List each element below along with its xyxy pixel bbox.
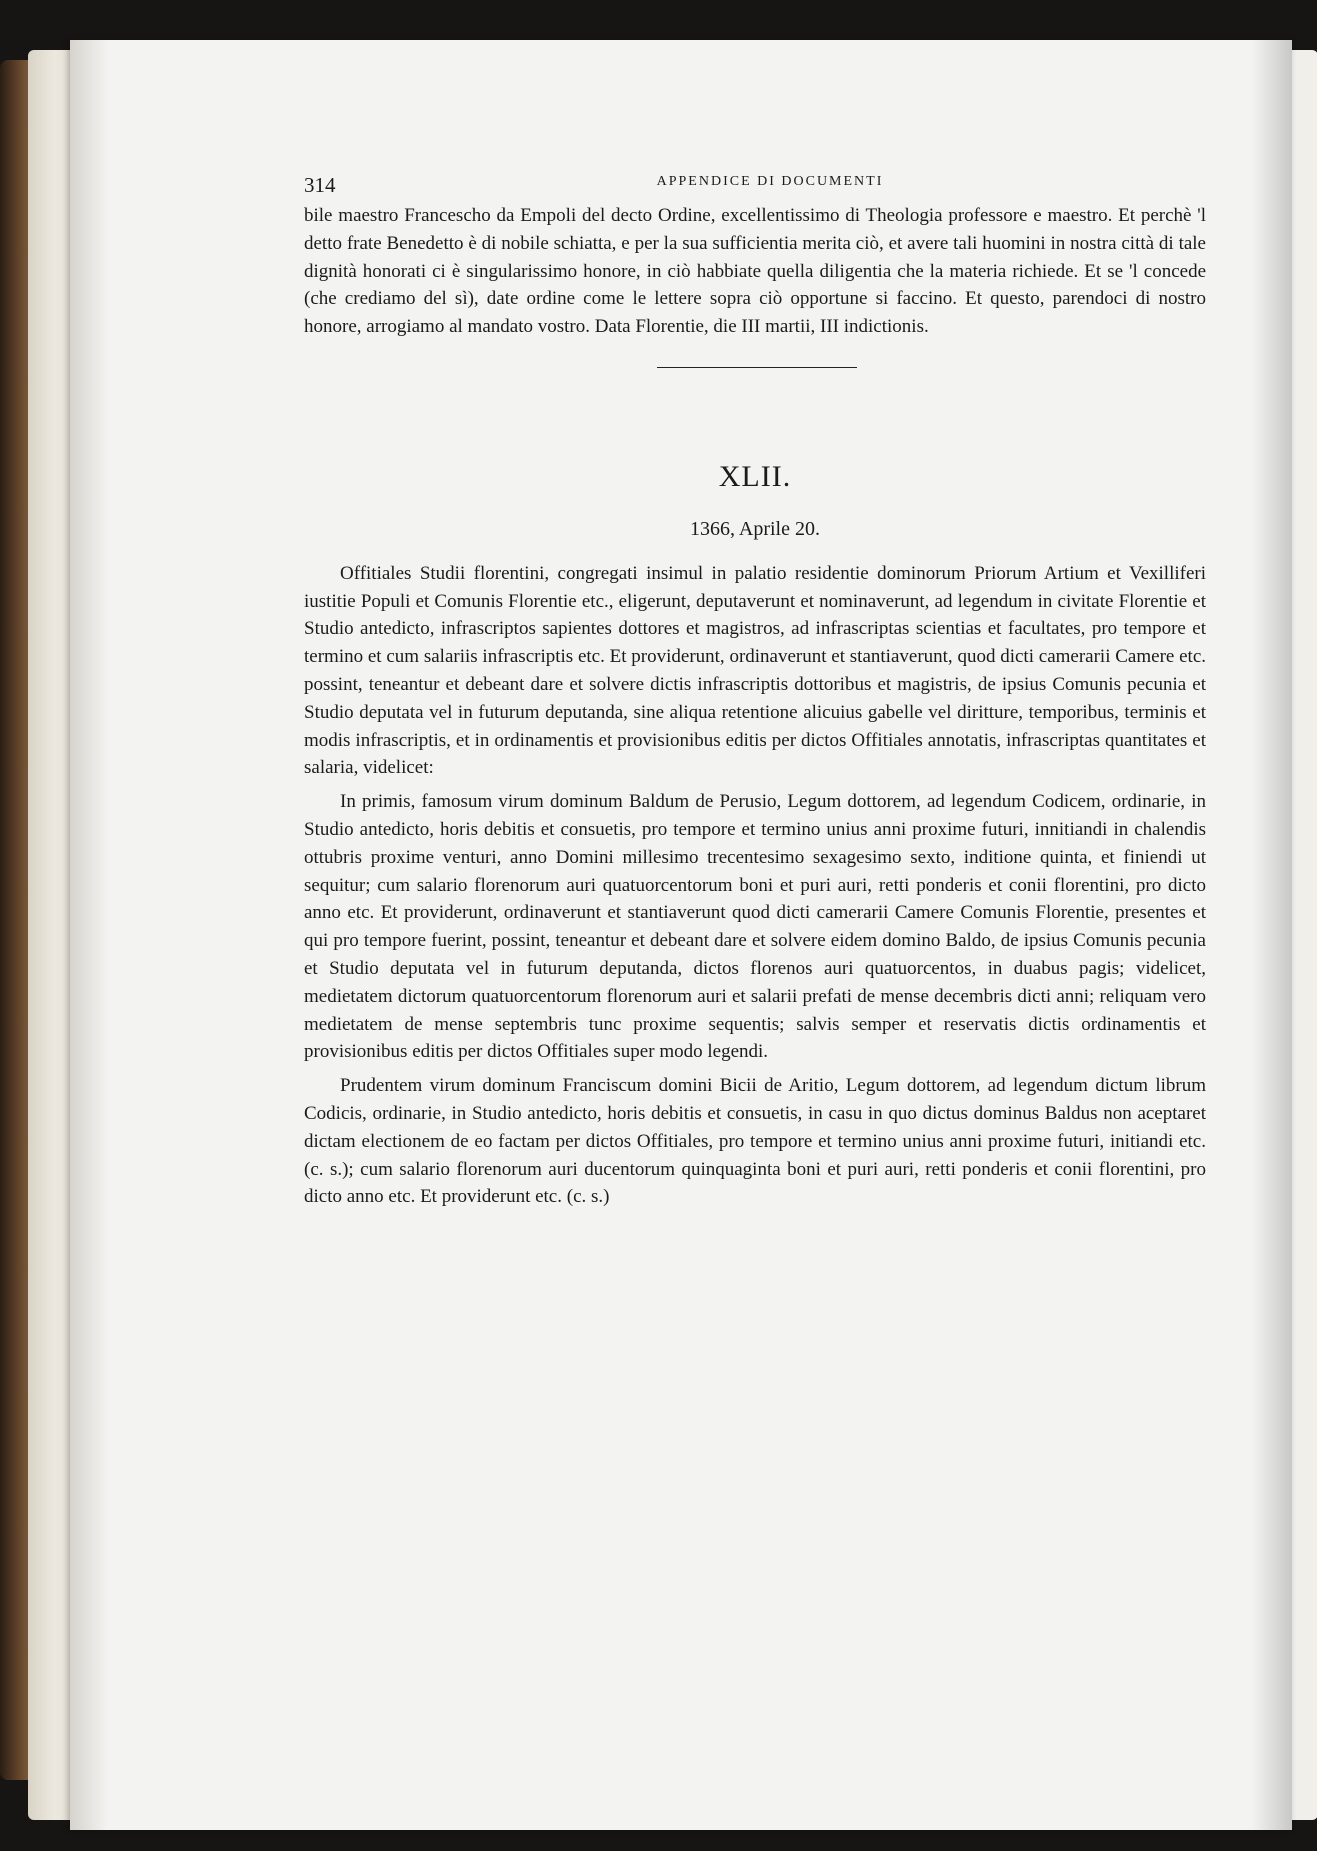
running-head-title: APPENDICE DI DOCUMENTI [656,174,884,189]
document-date: 1366, Aprile 20. [690,517,820,540]
page-fold-shadow [1252,40,1292,1830]
section-divider [657,367,857,368]
paragraph: Offitiales Studii florentini, congregati insimul in palatio residentie dominorum Priorum Artium et Vexilliferi iustitie Populi et Comunis Florentie etc., eligerunt, deputaverunt et nominaverunt, ad legendum in civitate Florentie et Studio antedicto, infrascriptos sapientes dottores et magistros, ad infrascriptas scientias et facultates, pro tempore et termino et cum salariis infrascriptis etc. Et providerunt, ordinaverunt et stantiaverunt, quod dicti camerarii Camere etc. possint, teneantur et debeant dare et solvere dictis infrascriptis dottoribus et magistris, de ipsius Comunis pecunia et Studio deputata vel in futurum deputanda, sine aliqua retentione alicuius gabelle vel diritture, temporibus, terminis et modis infrascriptis, et in ordinamentis et provisionibus editis per dictos Offitiales annotatis, infrascriptas quantitates et salaria, videlicet: [304,562,1206,779]
paragraph: In primis, famosum virum dominum Baldum de Perusio, Legum dottorem, ad legendum Codicem, ordinarie, in Studio antedicto, horis debitis et consuetis, pro tempore et termino unius anni proxime futuri, innitiandi in chalendis ottubris proxime venturi, anno Domini millesimo trecentesimo sexagesimo sexto, inditione quinta, et finiendi ut sequitur; cum salario florenorum auri quatuorcentorum boni et puri auri, retti ponderis et conii florentini, pro dicto anno etc. Et providerunt, ordinaverunt et stantiaverunt quod dicti camerarii Camere Comunis Florentie, presentes et qui pro tempore fuerint, possint, teneantur et debeant dare et solvere eidem domino Baldo, de ipsius Comunis pecunia et Studio deputata vel in futurum deputanda, dictos florenos auri quatuorcentos, in duabus pagis; videlicet, medietatem dictorum quatuorcentorum florenorum auri et salarii prefati de mense decembris dicti anni; reliquam vero medietatem de mense septembris tunc proxime sequentis; salvis semper et reservatis dictis ordinamentis et provisionibus editis per dictos Offitiales super modo legendi. [304,791,1206,1063]
running-head [304,168,1206,202]
paragraph: Prudentem virum dominum Franciscum domini Bicii de Aritio, Legum dottorem, ad legendum dictum librum Codicis, ordinarie, in Studio antedicto, horis debitis et consuetis, in casu in quo dictus dominus Baldus non aceptaret dictam electionem de eo factam per dictos Offitiales, pro tempore et termino unius anni proxime futuri, initiandi etc. (c. s.); cum salario florenorum auri ducentorum quinquaginta boni et puri auri, retti ponderis et conii florentini, pro dicto anno etc. Et providerunt etc. (c. s.) [304,1075,1206,1208]
text-block [304,168,1206,1211]
previous-document-text: bile maestro Francescho da Empoli del decto Ordine, excellentissimo di Theologia professore e maestro. Et perchè 'l detto frate Benedetto è di nobile schiatta, e per la sua sufficientia merita ciò, et avere tali huomini in nostra città di tale dignità honorati ci è singularissimo honore, in ciò habbiate quella diligentia che la materia richiede. Et se 'l concede (che crediamo del sì), date ordine come le lettere sopra ciò opportune si faccino. Et questo, parendoci di nostro honore, arrogiamo al mandato vostro. Data Florentie, die III martii, III indictionis. [304,205,1206,338]
page-number: 314 [304,173,336,197]
document-number: XLII. [718,459,792,493]
page-left-shadow [70,40,108,1830]
